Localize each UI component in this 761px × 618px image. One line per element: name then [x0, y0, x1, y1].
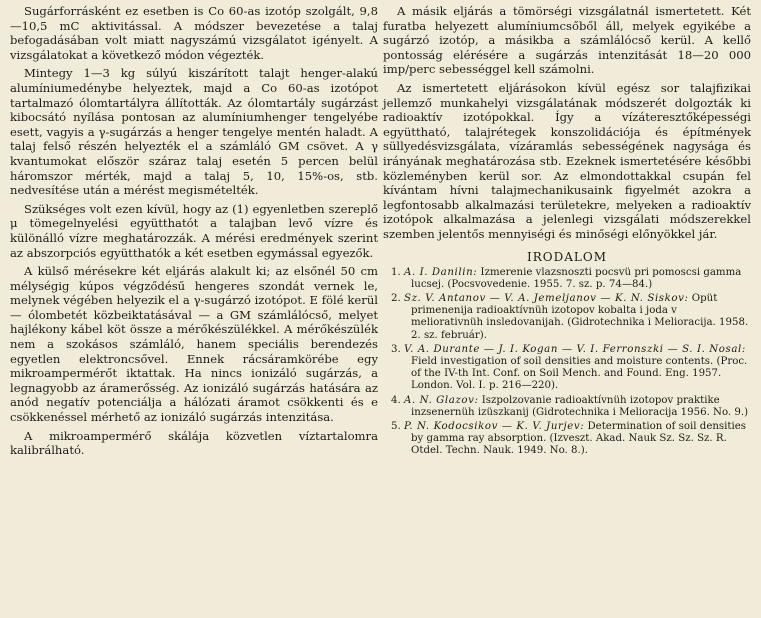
- references-heading: IRODALOM: [527, 249, 607, 264]
- reference-number: 4.: [391, 394, 401, 406]
- reference-item: [383, 421, 751, 458]
- reference-text: Izmerenie vlazsnoszti pocsvü pri pomoscsi gamma lucsej. (Pocsvovedenie. 1955. 7. sz. p. 74—84.): [411, 266, 742, 290]
- reference-text: Opüt primenenija radioaktívnüh izotopov kobalta i joda v meliorativnüh insledovanijah. (Gidrotechnika i Melioracija. 1958. 2. sz. február).: [411, 292, 749, 341]
- reference-number: 3.: [391, 343, 401, 355]
- reference-text: Iszpolzovanie radioaktívnüh izotopov praktike inzsenernüh izüszkanij (Gidrotechnika i Melioracija 1956. No. 9.): [411, 394, 749, 418]
- left-column: [8, 4, 378, 618]
- reference-number: 1.: [391, 266, 401, 278]
- reference-item: [383, 293, 751, 342]
- reference-number: 5.: [391, 420, 401, 432]
- paragraph: A külső mérésekre két eljárás alakult ki; az elsőnél 50 cm mélységig kúpos végződésű hengeres szondát vernek le, melynek végében helyezik el a γ-sugárzó izotópot. E fölé kerül — ólombetét közbeiktatásával — a GM számlálócső, melyet hajlékony kábel köt össze a mérőkészülékkel. A mérőkészülék nem a szokásos számláló, hanem speciális berendezés egyetlen elektroncsővel. Ennek rácsáramkörébe egy mikroampermérőt iktattak. Ha nincs ionizáló sugárzás, a legnagyobb az áramerősség. Az ionizáló sugárzás hatására az anód negatív potenciálja a hálózati áramot csökkenti és e csökkenéssel mérhető az ionizáló sugárzás intenzitása.: [10, 264, 378, 425]
- paragraph: A másik eljárás a tömörségi vizsgálatnál ismertetett. Két furatba helyezett alumíniumcsőből áll, melyek egyikébe a sugárzó izotóp, a másikba a számlálócső kerül. A kellő pontosság elérésére a sugárzás intenzitását 18—20 000 imp/perc sebességgel kell számolni.: [383, 4, 751, 77]
- paragraph: A mikroampermérő skálája közvetlen víztartalomra kalibrálható.: [10, 428, 378, 458]
- reference-item: [383, 395, 751, 419]
- reference-authors: Sz. V. Antanov — V. A. Jemeljanov — K. N. Siskov:: [403, 292, 689, 304]
- reference-authors: A. I. Danilin:: [403, 266, 478, 278]
- reference-authors: V. A. Durante — J. I. Kogan — V. I. Ferronszki — S. I. Nosal:: [403, 343, 746, 355]
- reference-authors: A. N. Glazov:: [403, 394, 479, 406]
- reference-number: 2.: [391, 292, 401, 304]
- reference-text: Field investigation of soil densities and moisture contents. (Proc. of the IV-th Int. Conf. on Soil Mench. and Found. Eng. 1957. London. Vol. I. p. 216—220).: [411, 355, 748, 392]
- reference-authors: P. N. Kodocsikov — K. V. Jurjev:: [403, 420, 585, 432]
- paragraph: Sugárforrásként ez esetben is Co 60-as izotóp szolgált, 9,8—10,5 mC aktivitással. A módszer bevezetése a talaj befogadásában volt miatt nagyszámú vizsgálatot igényelt. A vizsgálatokat a következő módon végezték.: [10, 4, 378, 62]
- paragraph: Mintegy 1—3 kg súlyú kiszárított talajt henger-alakú alumíniumedénybe helyeztek, majd a Co 60-as izotópot tartalmazó ólomtartályra állították. Az ólomtartály sugárzást kibocsátó nyílása pontosan az alumíniumhenger tengelyébe esett, vagyis a γ-sugárzás a henger tengelye mentén haladt. A talaj felső részén helyezték el a számláló GM csövet. A γ kvantumokat először száraz talaj esetén 5 percen belül háromszor mérték, majd a talaj 5, 10, 15%-os, stb. nedvesítése után a mérést megismételték.: [10, 66, 378, 198]
- reference-item: [383, 344, 751, 393]
- paragraph: Szükséges volt ezen kívül, hogy az (1) egyenletben szereplő μ tömegelnyelési együtthatót a talajban levő vízre és különálló vízre meghatározzák. A mérési eredmények szerint az abszorpciós együtthatók a két esetben egymással egyezők.: [10, 201, 378, 260]
- reference-text: Determination of soil densities by gamma ray absorption. (Izveszt. Akad. Nauk Sz. Sz. Sz. R. Otdel. Techn. Nauk. 1949. No. 8.).: [411, 420, 747, 457]
- reference-item: [383, 267, 751, 291]
- right-column: [383, 4, 753, 618]
- paragraph: Az ismertetett eljárásokon kívül egész sor talajfizikai jellemző munkahelyi vizsgálatának módszerét dolgozták ki radioaktív izotópokkal. Így a vízáteresztőképességi együttható, talajrétegek konszolidációja és építmények süllyedésvizsgálata, vízáramlás sebességének nagysága és irányának meghatározása stb. Ezeknek ismertetésére későbbi közleményben kerül sor. Az elmondottakkal csupán fel kívántam hívni talajmechanikusaink figyelmét azokra a legfontosabb alkalmazási területekre, melyeken a radioaktív izotópok alkalmazása a jelenlegi vizsgálati módszerekkel szemben jelentős mennyiségi és minőségi előnyökkel jár.: [383, 80, 751, 241]
